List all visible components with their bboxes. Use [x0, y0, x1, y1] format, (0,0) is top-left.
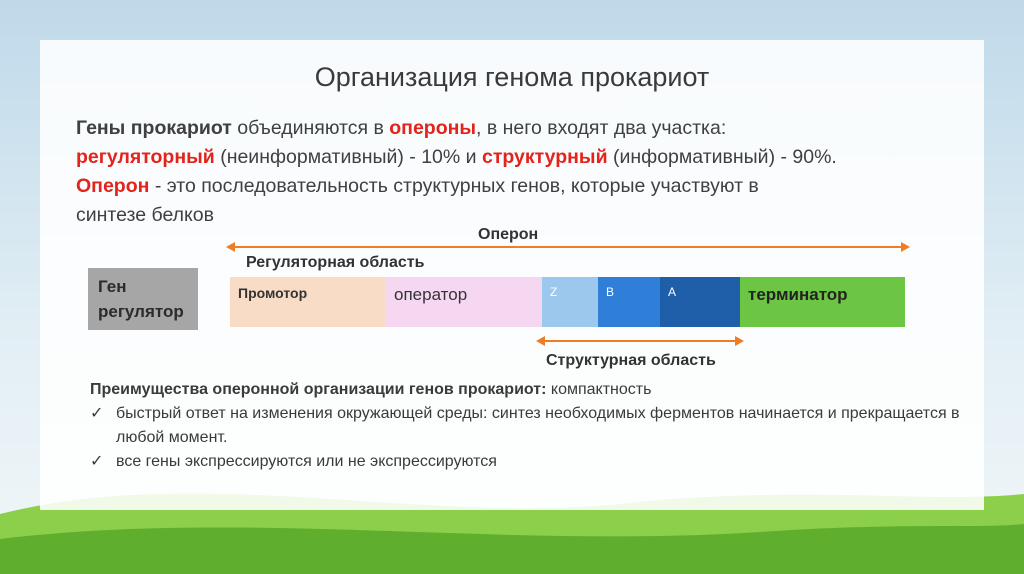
- operon-double-arrow: [226, 240, 910, 254]
- structural-region-label: Структурная область: [546, 352, 716, 369]
- intro-line-1: [76, 114, 976, 143]
- checkmark-icon: ✓: [90, 405, 104, 422]
- advantage-item: [90, 402, 970, 450]
- text-bold: Преимущества оперонной организации генов прокариот:: [90, 381, 547, 398]
- promoter-segment: Промотор: [230, 277, 386, 327]
- gene-regulator-line-1: Ген: [98, 277, 127, 296]
- text: - это последовательность структурных генов, которые участвуют в: [149, 175, 759, 197]
- text: (неинформативный) - 10% и: [214, 146, 482, 168]
- gene-b-segment: B: [598, 277, 660, 327]
- operator-segment: оператор: [386, 277, 542, 327]
- text: (информативный) - 90%.: [607, 146, 837, 168]
- advantages-title: [90, 378, 970, 402]
- intro-line-4: синтезе белков: [76, 204, 215, 226]
- checkmark-icon: ✓: [90, 453, 104, 470]
- structural-double-arrow: [536, 334, 744, 348]
- slide-title: Организация генома прокариот: [314, 62, 710, 92]
- intro-line-3: [76, 172, 976, 201]
- intro-line-2: [76, 143, 976, 172]
- text-highlight: Оперон: [76, 175, 150, 197]
- text-bold: Гены прокариот: [76, 117, 232, 139]
- advantage-item: [90, 450, 970, 474]
- gene-regulator-box: [88, 268, 198, 330]
- text: , в него входят два участка:: [476, 117, 727, 139]
- text-highlight: регуляторный: [76, 146, 215, 168]
- intro-paragraph: [76, 114, 976, 230]
- operon-label: Оперон: [478, 226, 539, 243]
- gene-z-segment: Z: [542, 277, 598, 327]
- text-highlight: структурный: [481, 146, 608, 168]
- regulatory-region-label: Регуляторная область: [246, 254, 425, 271]
- gene-regulator-line-2: регулятор: [98, 302, 184, 321]
- advantages-block: [90, 378, 970, 474]
- advantage-text: все гены экспрессируются или не экспрессируются: [116, 453, 497, 470]
- text: объединяются в: [231, 117, 390, 139]
- text-highlight: опероны: [389, 117, 477, 139]
- gene-a-segment: A: [660, 277, 740, 327]
- terminator-segment: терминатор: [740, 277, 905, 327]
- advantage-text: быстрый ответ на изменения окружающей среды: синтез необходимых ферментов начинается и прекращается в любой момент.: [116, 405, 960, 446]
- text: компактность: [546, 381, 652, 398]
